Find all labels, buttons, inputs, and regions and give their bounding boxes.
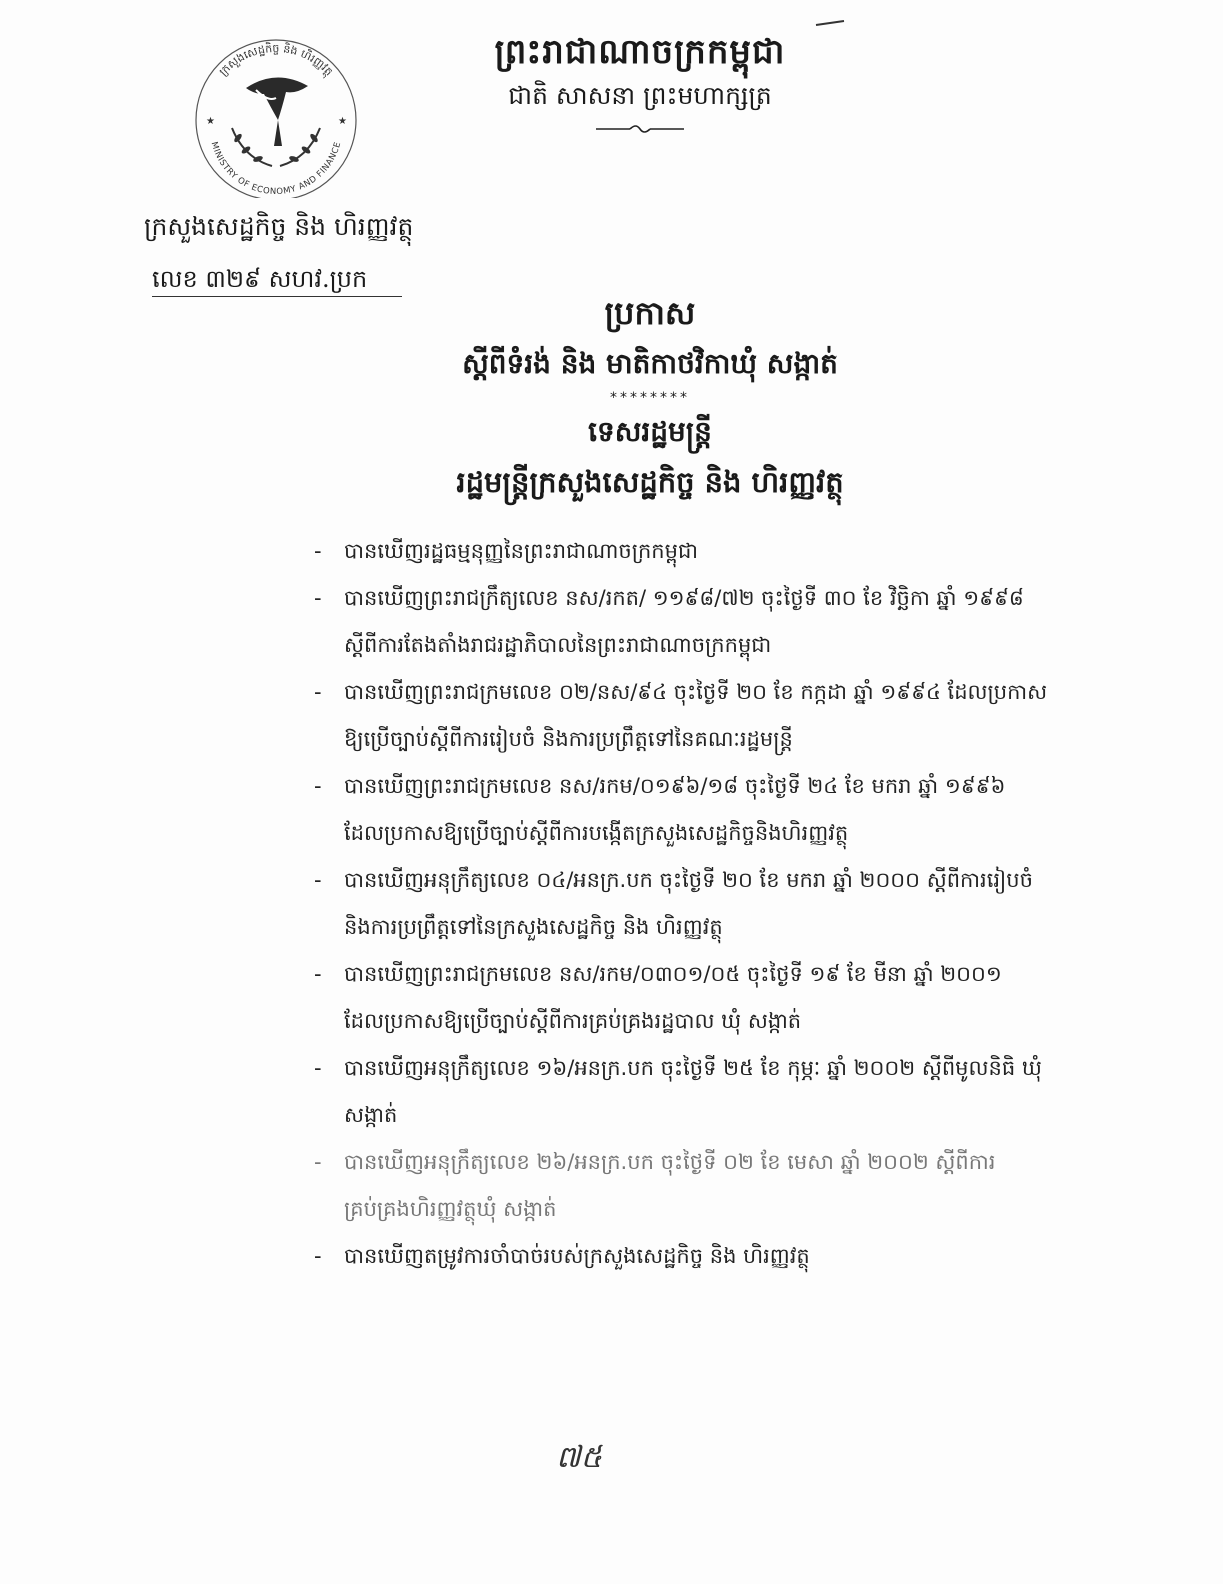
document-subject: ស្តីពីទំរង់ និង មាតិកាថវិកាឃុំ សង្កាត់ <box>462 347 838 380</box>
ministry-seal <box>186 28 366 198</box>
list-item: - បានឃើញព្រះរាជក្រមលេខ នស/រកម/០៣០១/០៥ ចុះថ្ងៃទី ១៩ ខែ មីនា ឆ្នាំ ២០០១ <box>314 962 1002 986</box>
list-item: ឱ្យប្រើច្បាប់ស្តីពីការរៀបចំ និងការប្រព្រឹត្តទៅនៃគណៈរដ្ឋមន្ត្រី <box>344 727 793 751</box>
list-item: - បានឃើញអនុក្រឹត្យលេខ ២៦/អនក្រ.បក ចុះថ្ងៃទី ០២ ខែ មេសា ឆ្នាំ ២០០២ ស្តីពីការ <box>314 1150 996 1174</box>
title-block <box>300 288 1000 506</box>
pen-stroke-mark <box>815 20 845 26</box>
svg-text:ក្រសួងសេដ្ឋកិច្ច និង ហិរញ្ញវត្: ក្រសួងសេដ្ឋកិច្ច និង ហិរញ្ញវត្ថុ <box>216 41 336 79</box>
list-item: - បានឃើញអនុក្រឹត្យលេខ ០៤/អនក្រ.បក ចុះថ្ងៃទី ២០ ខែ មករា ឆ្នាំ ២០០០ ស្តីពីការរៀបចំ <box>314 868 1033 892</box>
ornament-divider-icon <box>590 122 690 136</box>
kingdom-header <box>430 30 850 140</box>
seal-emblem-icon <box>186 28 366 198</box>
list-item: សង្កាត់ <box>344 1103 398 1127</box>
list-item: ដែលប្រកាសឱ្យប្រើច្បាប់ស្តីពីការបង្កើតក្រសួងសេដ្ឋកិច្ចនិងហិរញ្ញវត្ថុ <box>344 821 849 845</box>
ministry-name: ក្រសួងសេដ្ឋកិច្ច និង ហិរញ្ញវត្ថុ <box>144 212 414 241</box>
svg-text:MINISTRY OF ECONOMY AND FINANC: MINISTRY OF ECONOMY AND FINANCE <box>208 140 344 198</box>
list-item: - បានឃើញព្រះរាជក្រមលេខ ០២/នស/៩៤ ចុះថ្ងៃទី ២០ ខែ កក្កដា ឆ្នាំ ១៩៩៤ ដែលប្រកាស <box>314 680 1048 704</box>
list-item: គ្រប់គ្រងហិរញ្ញវត្ថុឃុំ សង្កាត់ <box>344 1197 557 1221</box>
considerations-list <box>314 528 1114 1280</box>
list-item: - បានឃើញអនុក្រឹត្យលេខ ១៦/អនក្រ.បក ចុះថ្ងៃទី ២៥ ខែ កុម្ភៈ ឆ្នាំ ២០០២ ស្តីពីមូលនិធិ ឃុំ <box>314 1056 1042 1080</box>
star-divider: ******** <box>610 390 690 406</box>
list-item: ដែលប្រកាសឱ្យប្រើច្បាប់ស្តីពីការគ្រប់គ្រងរដ្ឋបាល ឃុំ សង្កាត់ <box>344 1009 802 1033</box>
page-number: ៧៥ <box>556 1440 602 1475</box>
authority-title: ទេសរដ្ឋមន្ត្រី <box>588 415 712 448</box>
document-type: ប្រកាស <box>604 294 696 332</box>
kingdom-motto: ជាតិ សាសនា ព្រះមហាក្សត្រ <box>508 81 772 110</box>
list-item: - បានឃើញរដ្ឋធម្មនុញ្ញនៃព្រះរាជាណាចក្រកម្ពុជា <box>314 539 698 563</box>
reference-number: លេខ ៣២៩ សហវ.ប្រក <box>152 262 402 297</box>
list-item: និងការប្រព្រឹត្តទៅនៃក្រសួងសេដ្ឋកិច្ច និង ហិរញ្ញវត្ថុ <box>344 915 723 939</box>
list-item: - បានឃើញព្រះរាជក្រឹត្យលេខ នស/រកត/ ១១៩៨/៧២ ចុះថ្ងៃទី ៣០ ខែ វិច្ឆិកា ឆ្នាំ ១៩៩៨ <box>314 586 1024 610</box>
list-item: ស្តីពីការតែងតាំងរាជរដ្ឋាភិបាលនៃព្រះរាជាណាចក្រកម្ពុជា <box>344 633 772 657</box>
svg-text:★: ★ <box>338 116 347 127</box>
list-item: - បានឃើញព្រះរាជក្រមលេខ នស/រកម/០១៩៦/១៨ ចុះថ្ងៃទី ២៤ ខែ មករា ឆ្នាំ ១៩៩៦ <box>314 774 1006 798</box>
authority-minister: រដ្ឋមន្ត្រីក្រសួងសេដ្ឋកិច្ច និង ហិរញ្ញវត្ថុ <box>456 465 844 499</box>
kingdom-title: ព្រះរាជាណាចក្រកម្ពុជា <box>494 32 786 72</box>
svg-text:★: ★ <box>206 116 215 127</box>
list-item: - បានឃើញតម្រូវការចាំបាច់របស់ក្រសួងសេដ្ឋកិច្ច និង ហិរញ្ញវត្ថុ <box>314 1244 810 1268</box>
